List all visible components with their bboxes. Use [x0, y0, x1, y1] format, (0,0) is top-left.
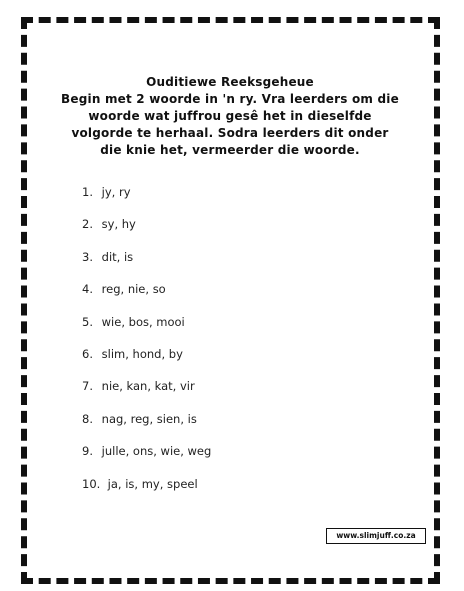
item-words: sy, hy: [101, 217, 136, 232]
list-item: [82, 475, 211, 507]
item-number: 3.: [82, 249, 93, 264]
list-item: [82, 442, 211, 474]
item-words: jy, ry: [101, 185, 131, 199]
list-item: [82, 345, 211, 377]
item-number: 1.: [82, 185, 93, 199]
item-number: 8.: [82, 411, 93, 426]
item-number: 7.: [82, 379, 93, 394]
item-number: 10.: [82, 476, 101, 491]
list-item: [82, 410, 211, 442]
item-number: 9.: [82, 444, 93, 459]
list-item: [82, 248, 211, 280]
item-number: 5.: [82, 314, 93, 329]
item-words: slim, hond, by: [101, 346, 183, 361]
item-words: julle, ons, wie, weg: [101, 444, 212, 459]
list-item: [82, 215, 211, 247]
list-item: [82, 377, 211, 409]
list-item: [82, 280, 211, 312]
item-words: dit, is: [101, 249, 134, 264]
item-number: 4.: [82, 282, 93, 297]
word-list: [82, 183, 211, 507]
item-words: wie, bos, mooi: [101, 314, 185, 329]
item-number: 6.: [82, 346, 93, 361]
list-item: [82, 183, 211, 215]
instructions-text: Begin met 2 woorde in 'n ry. Vra leerders om die woorde wat juffrou gesê het in dieselfde volgorde te herhaal. Sodra leerders dit onder die knie het, vermeerder die woorde.: [61, 92, 399, 157]
item-words: nie, kan, kat, vir: [101, 379, 195, 394]
item-words: reg, nie, so: [101, 282, 166, 297]
instructions-block: [60, 74, 400, 159]
website-badge: www.slimjuff.co.za: [326, 528, 426, 544]
list-item: [82, 313, 211, 345]
item-number: 2.: [82, 217, 93, 232]
item-words: nag, reg, sien, is: [101, 411, 197, 426]
item-words: ja, is, my, speel: [107, 476, 198, 491]
worksheet-title: Ouditiewe Reeksgeheue: [146, 75, 314, 89]
